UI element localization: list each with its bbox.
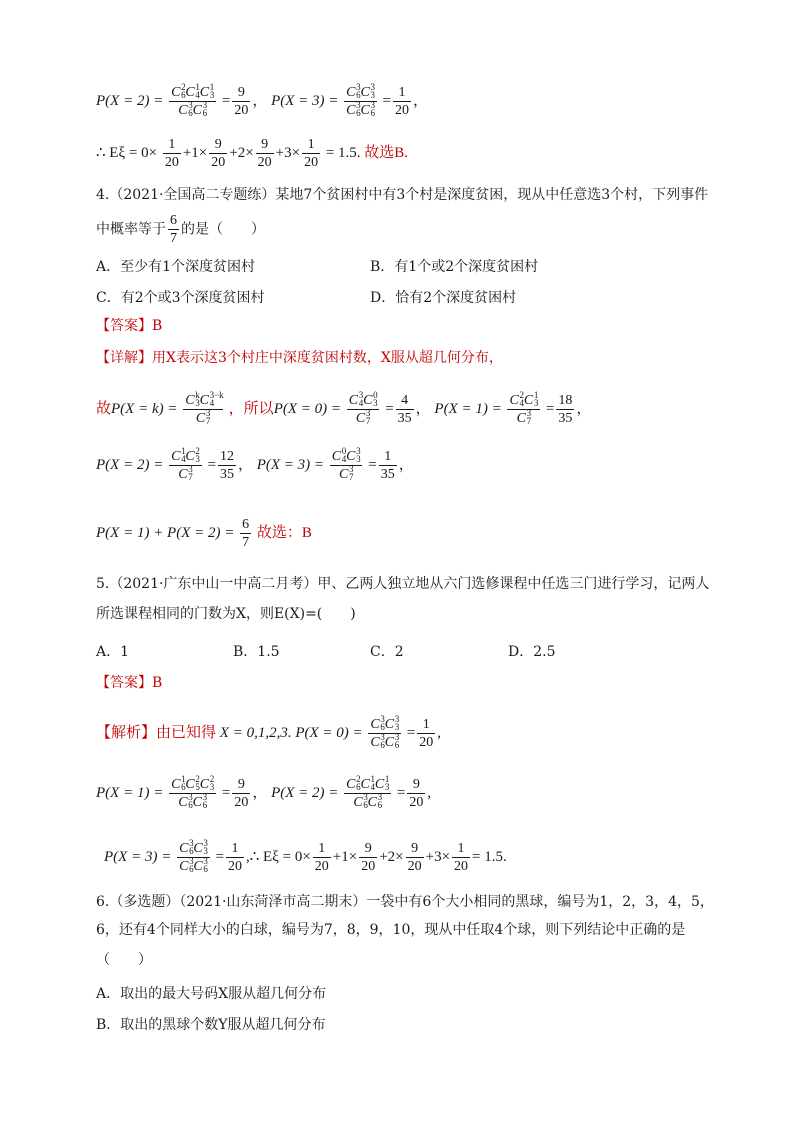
- px3-label: P(X = 3) =: [271, 92, 339, 109]
- q5-analysis: 【解析】由已知得 X = 0,1,2,3. P(X = 0) = C 3 6 C 3 3 C 3 6 C 3 6 = $\frac{1}{20}$ ,: [96, 714, 442, 750]
- fraction: $\frac{1}{35}$: [380, 449, 395, 482]
- q5-option-c: C．2: [370, 644, 404, 660]
- q5-analysis-label: 【解析】: [96, 724, 157, 741]
- expectation-prefix: ∴ Eξ = 0×: [96, 144, 158, 161]
- q5-x-values: X = 0,1,2,3.: [219, 724, 292, 741]
- q5-formula-row2: P(X = 1) = C 1 6 C 2 5 C 2 3 C 3 6 C 3 6 = $\frac{9}{20}$ ， P(X = 2) = C 2 6 C 1 4 C 1 3 C 3 6 C 3 6 = $\frac{9}{20}$ ,: [96, 774, 432, 810]
- q4-line1: 4.（2021·全国高二专题练）某地7个贫困村中有3个村是深度贫困，现从中任意选3个村，下列事件: [96, 187, 709, 203]
- q4-detail-label: 【详解】: [96, 350, 152, 366]
- fraction: $\frac{9}{20}$: [361, 841, 376, 874]
- comb-fraction: C 3 6 C 3 3 C 3 6 C 3 6: [179, 838, 208, 874]
- q6-option-b: B．取出的黑球个数Y服从超几何分布: [96, 1017, 326, 1033]
- fraction: $\frac{9}{20}$: [211, 137, 226, 170]
- fraction: $\frac{1}{20}$: [454, 841, 469, 874]
- fraction: $\frac{9}{20}$: [234, 777, 249, 810]
- q5-analysis-text: 由已知得: [156, 724, 217, 741]
- q5-formula-row3: P(X = 3) = C 3 6 C 3 3 C 3 6 C 3 6 = $\frac{1}{20}$ ,∴ Eξ = 0× $\frac{1}{20}$ +1× $\frac{9}{20}$ +2× $\frac{9}{20}$ +3× $\frac{1}{20}$ = 1.5.: [104, 838, 507, 874]
- q4-option-b: B．有1个或2个深度贫困村: [370, 259, 539, 275]
- q6-option-a: A．取出的最大号码X服从超几何分布: [96, 986, 327, 1002]
- comb-fraction: C 2 4 C 1 3 C 3 7: [509, 390, 539, 426]
- q6-line3: （ ）: [96, 952, 152, 968]
- comb-fraction: C 1 4 C 2 3 C 3 7: [171, 446, 200, 482]
- fraction: $\frac{1}{20}$: [164, 137, 179, 170]
- formula-expectation: ∴ Eξ = 0× $\frac{1}{20}$ +1× $\frac{9}{20}$ +2× $\frac{9}{20}$ +3× $\frac{1}{20}$ = 1.5. 故选B.: [96, 137, 409, 170]
- q4-formula-row2: P(X = 2) = C 1 4 C 2 3 C 3 7 = $\frac{12}{35}$ ， P(X = 3) = C 0 4 C 3 3 C 3 7 = $\frac{1}{35}$ ，: [96, 446, 414, 482]
- fraction: $\frac{9}{20}$: [257, 137, 272, 170]
- comb-fraction: C 3 6 C 3 3 C 3 6 C 3 6: [370, 714, 400, 750]
- q4-option-c: C．有2个或3个深度贫困村: [96, 290, 265, 306]
- fraction-9-20: $\frac{9}{20}$: [234, 85, 249, 118]
- q5-line2: 所选课程相同的门数为X，则E(X)=( ): [96, 606, 356, 622]
- q4-detail: [96, 348, 794, 368]
- q4-so: 故: [96, 400, 112, 417]
- fraction: $\frac{9}{20}$: [407, 841, 422, 874]
- comb-fraction: C 2 6 C 1 4 C 1 3 C 3 6 C 3 6: [171, 82, 215, 118]
- q6-line1: 6.（多选题）（2021·山东菏泽市高二期末）一袋中有6个大小相同的黑球，编号为1，2，3，4，5，: [96, 894, 714, 910]
- fraction-6-7: $\frac{6}{7}$: [170, 213, 177, 246]
- answer-choice: 故选B.: [364, 144, 409, 161]
- comb-fraction: C 2 6 C 1 4 C 1 3 C 3 6 C 3 6: [346, 774, 390, 810]
- fraction: $\frac{1}{20}$: [304, 137, 319, 170]
- q5-option-a: A．1: [96, 644, 130, 660]
- q4-option-d: D．恰有2个深度贫困村: [370, 290, 517, 306]
- q5-option-b: B．1.5: [233, 644, 280, 660]
- q4-sum: P(X = 1) + P(X = 2) = $\frac{6}{7}$ 故选：B: [96, 517, 312, 550]
- px2-label: P(X = 2) =: [96, 92, 164, 109]
- q4-option-a: A．至少有1个深度贫困村: [96, 259, 256, 275]
- comb-fraction: C 1 6 C 2 5 C 2 3 C 3 6 C 3 6: [171, 774, 215, 810]
- q4-sum-answer: 故选：B: [256, 524, 312, 541]
- comb-fraction: C k 3 C 3−k 4 C 3 7: [185, 390, 224, 426]
- q4-formula-row1: 故P(X = k) = C k 3 C 3−k 4 C 3 7 ，所以P(X = 0) = C 3 4 C 0 3 C 3 7 = $\frac{4}{35}$ ， P(X = 1) = C 2 4 C 1 3 C 3 7 = $\frac{18}{35}$ ，: [96, 390, 592, 426]
- fraction: $\frac{1}{20}$: [314, 841, 329, 874]
- q4-line2-post: 的是（ ）: [181, 221, 265, 238]
- fraction: $\frac{1}{20}$: [419, 717, 434, 750]
- q6-line2: 6，还有4个同样大小的白球，编号为7，8，9，10，现从中任取4个球，则下列结论中正确的是: [96, 922, 686, 938]
- q5-line1: 5.（2021·广东中山一中高二月考）甲、乙两人独立地从六门选修课程中任选三门进行学习，记两人: [96, 576, 710, 592]
- expectation-result: = 1.5.: [325, 144, 361, 161]
- formula-px2-px3: P(X = 2) = C 2 6 C 1 4 C 1 3 C 3 6 C 3 6 = $\frac{9}{20}$ ， P(X = 3) = C 3 6 C 3 3 C 3 6 C 3 6 = $\frac{1}{20}$ ，: [96, 82, 429, 118]
- q4-line2: [96, 212, 794, 247]
- fraction-12-35: $\frac{12}{35}$: [219, 449, 234, 482]
- q5-option-d: D．2.5: [508, 644, 556, 660]
- fraction-1-20: $\frac{1}{20}$: [395, 85, 410, 118]
- comb-fraction: C 3 6 C 3 3 C 3 6 C 3 6: [346, 82, 375, 118]
- fraction: $\frac{9}{20}$: [409, 777, 424, 810]
- q4-line2-pre: 中概率等于: [96, 221, 166, 238]
- fraction: $\frac{6}{7}$: [242, 517, 250, 550]
- q4-answer: 【答案】B: [96, 318, 163, 334]
- q4-suoyi: ，所以: [228, 400, 274, 417]
- q4-detail-text: 用X表示这3个村庄中深度贫困村数，X服从超几何分布，: [152, 350, 503, 366]
- fraction-18-35: $\frac{18}{35}$: [558, 393, 573, 426]
- q5-answer: 【答案】B: [96, 675, 163, 691]
- comb-fraction: C 3 4 C 0 3 C 3 7: [348, 390, 378, 426]
- comb-fraction: C 0 4 C 3 3 C 3 7: [331, 446, 361, 482]
- fraction-4-35: $\frac{4}{35}$: [397, 393, 412, 426]
- fraction: $\frac{1}{20}$: [227, 841, 242, 874]
